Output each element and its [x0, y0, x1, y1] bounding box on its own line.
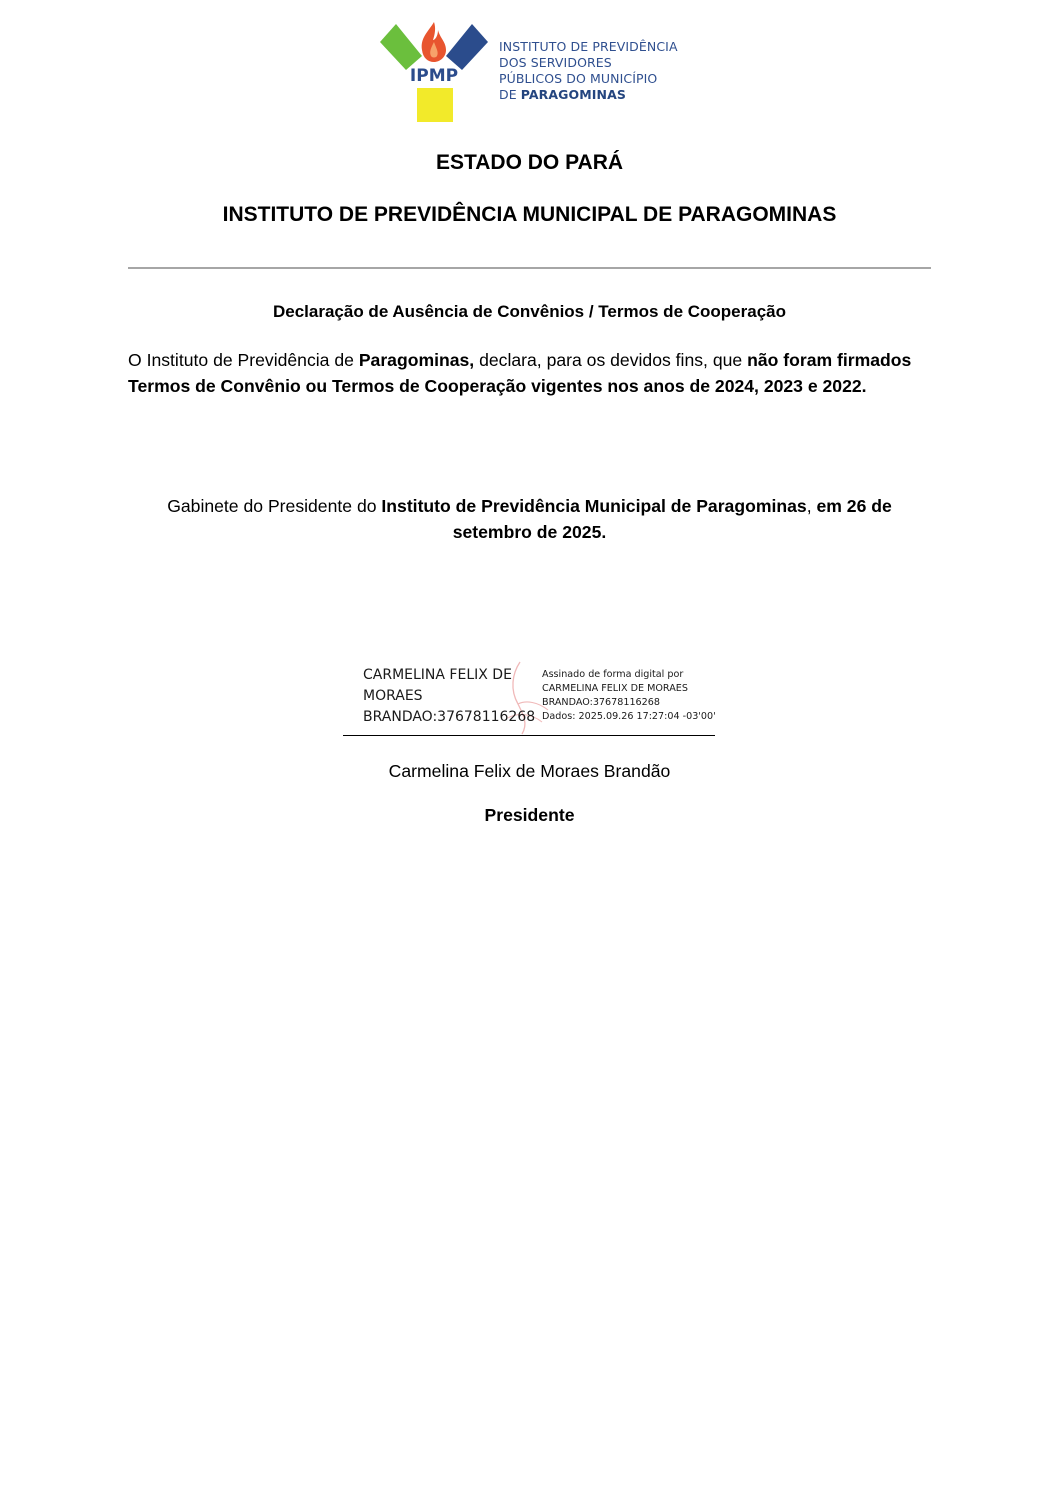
- place-text-2: Instituto de Previdência Municipal de Paragominas: [381, 496, 807, 516]
- logo-yellow-base: [417, 88, 453, 122]
- signature-details: [542, 668, 717, 724]
- place-text-4: em 26 de setembro de 2025.: [452, 496, 892, 542]
- logo-green-shape: [380, 24, 422, 70]
- place-and-date: [128, 493, 931, 545]
- logo-line: DOS SERVIDORES: [499, 55, 612, 70]
- institute-title: INSTITUTO DE PREVIDÊNCIA MUNICIPAL DE PARAGOMINAS: [222, 203, 837, 226]
- logo-line: INSTITUTO DE PREVIDÊNCIA: [499, 39, 678, 54]
- signature-detail-line: BRANDAO:37678116268: [542, 697, 660, 708]
- state-title: ESTADO DO PARÁ: [435, 151, 624, 174]
- header-divider: [128, 267, 931, 269]
- signature-line: [343, 735, 715, 736]
- digital-signature-stamp: [343, 660, 715, 740]
- logo-line-last: [499, 87, 689, 103]
- institute-logo: [378, 20, 688, 124]
- signature-detail-line: Assinado de forma digital por: [542, 669, 684, 680]
- signature-name-line: MORAES: [363, 688, 423, 704]
- signer-name: Carmelina Felix de Moraes Brandão: [388, 761, 671, 781]
- logo-line-prefix: DE: [499, 87, 521, 102]
- signer-role: Presidente: [484, 805, 575, 825]
- document-heading: Declaração de Ausência de Convênios / Termos de Cooperação: [272, 302, 786, 321]
- logo-acronym: IPMP: [409, 66, 459, 86]
- logo-line-strong: PARAGOMINAS: [520, 87, 626, 102]
- place-text-1: Gabinete do Presidente do: [167, 496, 382, 516]
- declaration-text-3: declara, para os devidos fins, que: [474, 350, 748, 370]
- logo-blue-shape: [446, 24, 488, 70]
- logo-wordmark: [499, 39, 689, 103]
- signature-detail-line: Dados: 2025.09.26 17:27:04 -03'00': [542, 711, 716, 722]
- declaration-text-1: O Instituto de Previdência de: [128, 350, 359, 370]
- signature-name-line: CARMELINA FELIX DE: [363, 667, 512, 683]
- logo-line: PÚBLICOS DO MUNICÍPIO: [499, 71, 658, 86]
- signature-name-line: BRANDAO:37678116268: [363, 709, 536, 725]
- signature-name: [363, 665, 543, 728]
- declaration-text-4: não foram firmados Termos de Convênio ou Termos de Cooperação vigentes nos anos de 2024, 2023 e 2022.: [128, 350, 912, 396]
- signature-detail-line: CARMELINA FELIX DE MORAES: [542, 683, 688, 694]
- place-text-3: ,: [806, 496, 817, 516]
- declaration-paragraph: [128, 347, 928, 399]
- ipmp-logo-mark: [378, 20, 490, 124]
- declaration-text-2: Paragominas,: [358, 350, 475, 370]
